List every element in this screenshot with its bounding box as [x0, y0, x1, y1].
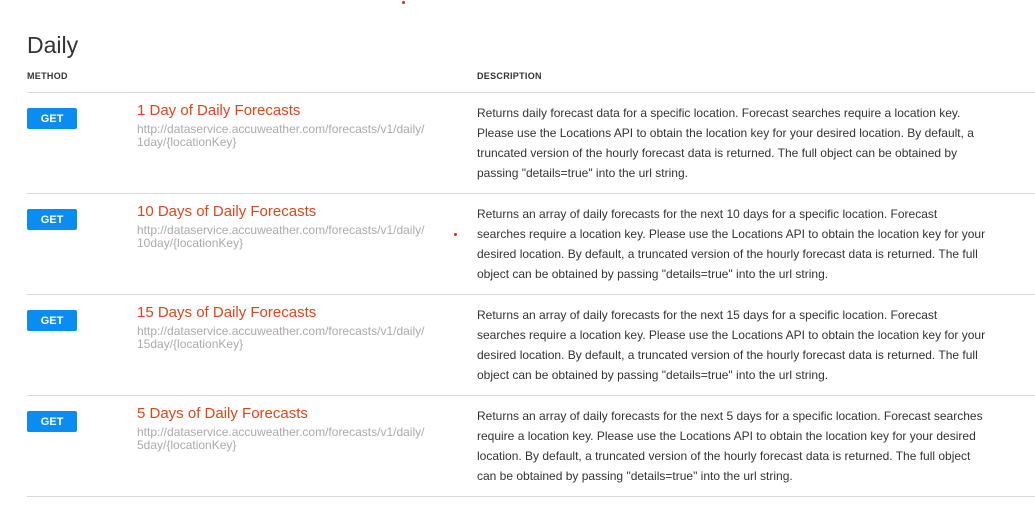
get-method-button[interactable]: GET	[27, 209, 77, 230]
endpoint-title-link[interactable]: 5 Days of Daily Forecasts	[137, 405, 308, 422]
endpoint-list	[27, 92, 1035, 497]
endpoint-title-link[interactable]: 10 Days of Daily Forecasts	[137, 203, 317, 220]
endpoint-row	[27, 93, 1035, 194]
endpoint-url: http://dataservice.accuweather.com/forecasts/v1/daily/1day/{locationKey}	[137, 122, 425, 149]
get-method-button[interactable]: GET	[27, 310, 77, 331]
endpoint-url: http://dataservice.accuweather.com/forecasts/v1/daily/5day/{locationKey}	[137, 425, 425, 452]
endpoint-description: Returns an array of daily forecasts for the next 10 days for a specific location. Forecast searches require a location key. Please use the Locations API to obtain the location key for your desired location. By default, a truncated version of the hourly forecast data is returned. The full object can be obtained by passing "details=true" into the url string.	[477, 207, 986, 281]
endpoint-url: http://dataservice.accuweather.com/forecasts/v1/daily/15day/{locationKey}	[137, 324, 425, 351]
endpoint-row	[27, 396, 1035, 497]
endpoint-title-link[interactable]: 1 Day of Daily Forecasts	[137, 102, 301, 119]
get-method-button[interactable]: GET	[27, 411, 77, 432]
endpoint-description: Returns an array of daily forecasts for the next 15 days for a specific location. Forecast searches require a location key. Please use the Locations API to obtain the location key for your desired location. By default, a truncated version of the hourly forecast data is returned. The full object can be obtained by passing "details=true" into the url string.	[477, 308, 986, 382]
endpoint-url: http://dataservice.accuweather.com/forecasts/v1/daily/10day/{locationKey}	[137, 223, 425, 250]
description-column-header: DESCRIPTION	[477, 71, 542, 81]
get-method-button[interactable]: GET	[27, 108, 77, 129]
decorative-dot	[402, 1, 405, 4]
endpoint-row	[27, 295, 1035, 396]
endpoint-row	[27, 194, 1035, 295]
endpoint-description: Returns an array of daily forecasts for the next 5 days for a specific location. Forecast searches require a location key. Please use the Locations API to obtain the location key for your desired location. By default, a truncated version of the hourly forecast data is returned. The full object can be obtained by passing "details=true" into the url string.	[477, 409, 983, 483]
endpoint-title-link[interactable]: 15 Days of Daily Forecasts	[137, 304, 317, 321]
method-column-header: METHOD	[27, 71, 68, 81]
section-title: Daily	[27, 32, 79, 58]
endpoint-description: Returns daily forecast data for a specific location. Forecast searches require a location key. Please use the Locations API to obtain the location key for your desired location. By default, a truncated version of the hourly forecast data is returned. The full object can be obtained by passing "details=true" into the url string.	[477, 106, 974, 180]
